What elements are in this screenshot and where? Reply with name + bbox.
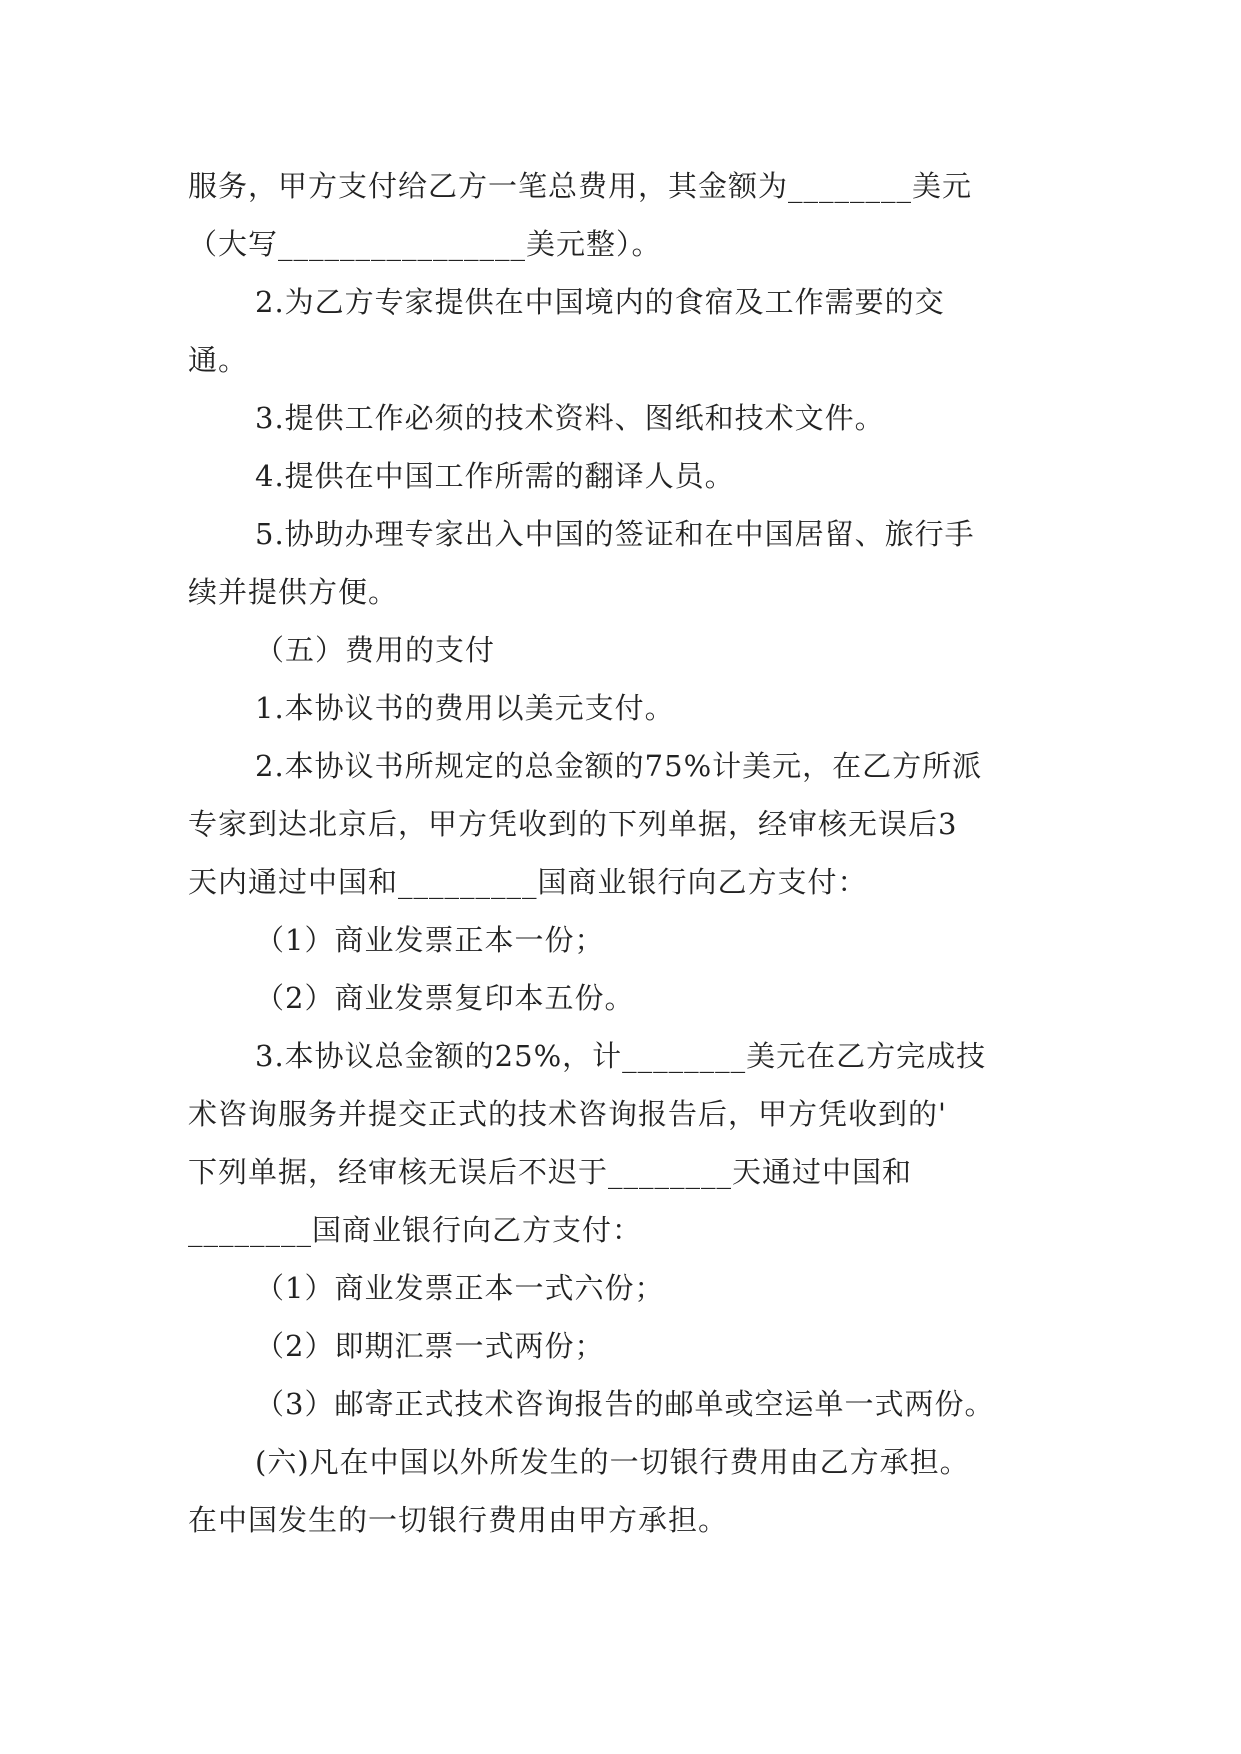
text-line: （1）商业发票正本一式六份；: [255, 1271, 665, 1305]
text-line: 3.本协议总金额的25%，计________美元在乙方完成技: [255, 1039, 987, 1073]
text-line: (六)凡在中国以外所发生的一切银行费用由乙方承担。: [255, 1445, 970, 1479]
text-line: （2）商业发票复印本五份。: [255, 981, 635, 1015]
text-line: （1）商业发票正本一份；: [255, 923, 605, 957]
text-line: 服务，甲方支付给乙方一笔总费用，其金额为________美元: [188, 169, 973, 203]
text-line: 术咨询服务并提交正式的技术咨询报告后，甲方凭收到的': [188, 1097, 947, 1131]
text-line: （2）即期汇票一式两份；: [255, 1329, 605, 1363]
text-line: 在中国发生的一切银行费用由甲方承担。: [188, 1503, 729, 1537]
text-line: 4.提供在中国工作所需的翻译人员。: [255, 459, 735, 493]
text-line: 5.协助办理专家出入中国的签证和在中国居留、旅行手: [255, 517, 975, 551]
text-line: （3）邮寄正式技术咨询报告的邮单或空运单一式两份。: [255, 1387, 995, 1421]
text-line: 2.本协议书所规定的总金额的75%计美元，在乙方所派: [255, 749, 983, 783]
text-line: 1.本协议书的费用以美元支付。: [255, 691, 675, 725]
text-line: 通。: [188, 343, 249, 377]
section-heading: （五）费用的支付: [255, 633, 496, 667]
text-line: 2.为乙方专家提供在中国境内的食宿及工作需要的交: [255, 285, 945, 319]
text-line: 天内通过中国和_________国商业银行向乙方支付：: [188, 865, 868, 899]
text-line: 专家到达北京后，甲方凭收到的下列单据，经审核无误后3: [188, 807, 958, 841]
text-line: 续并提供方便。: [188, 575, 399, 609]
text-line: 3.提供工作必须的技术资料、图纸和技术文件。: [255, 401, 885, 435]
text-line: ________国商业银行向乙方支付：: [188, 1213, 643, 1247]
text-line: 下列单据，经审核无误后不迟于________天通过中国和: [188, 1155, 913, 1189]
text-line: （大写________________美元整）。: [188, 227, 662, 261]
